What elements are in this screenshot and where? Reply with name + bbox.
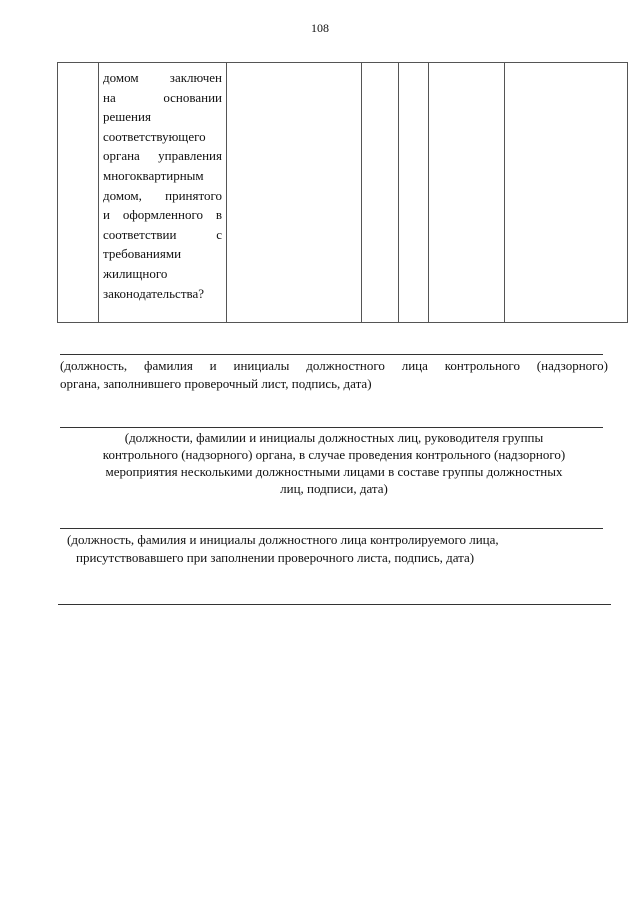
question-line: на основании — [103, 89, 222, 105]
signature-caption-group: контрольного (надзорного) органа, в случае проведения контрольного (надзорного) — [102, 447, 566, 462]
signature-caption-group: мероприятия несколькими должностными лицами в составе группы должностных — [105, 464, 563, 479]
row-number-cell — [58, 63, 99, 323]
question-line: законодательства? — [103, 285, 205, 301]
bottom-divider — [58, 604, 611, 605]
question-line: домом, принятого — [103, 187, 222, 203]
signature-caption-inspector: органа, заполнившего проверочный лист, подпись, дата) — [60, 376, 372, 391]
question-line: требованиями — [103, 246, 182, 262]
answer-cell — [429, 63, 505, 323]
signature-line-controlled — [60, 528, 603, 529]
signature-caption-controlled: присутствовавшего при заполнении проверочного листа, подпись, дата) — [76, 550, 475, 565]
question-line: органа управления — [103, 148, 222, 164]
page-number: 108 — [311, 21, 329, 35]
signature-caption-group: (должности, фамилии и инициалы должностных лиц, руководителя группы — [124, 430, 544, 445]
comment-cell — [505, 63, 628, 323]
question-cell — [99, 63, 227, 323]
signature-line-group — [60, 427, 603, 428]
question-line: жилищного — [103, 265, 168, 281]
table-row — [58, 63, 628, 323]
signature-caption-group: лиц, подписи, дата) — [280, 481, 388, 496]
answer-cell — [362, 63, 399, 323]
question-line: многоквартирным — [103, 167, 204, 183]
question-line: соответствии с — [103, 226, 222, 242]
question-line: и оформленного в — [103, 207, 222, 223]
signature-line-inspector — [60, 354, 603, 355]
question-line: решения — [103, 109, 151, 125]
answer-cell — [399, 63, 429, 323]
signature-caption-inspector: (должность, фамилия и инициалы должностного лица контрольного (надзорного) — [60, 358, 608, 373]
question-line: соответствующего — [103, 128, 206, 144]
checklist-table — [57, 62, 628, 323]
answer-cell — [227, 63, 362, 323]
signature-caption-controlled: (должность, фамилия и инициалы должностного лица контролируемого лица, — [67, 532, 499, 547]
question-line: домом заключен — [103, 70, 222, 85]
